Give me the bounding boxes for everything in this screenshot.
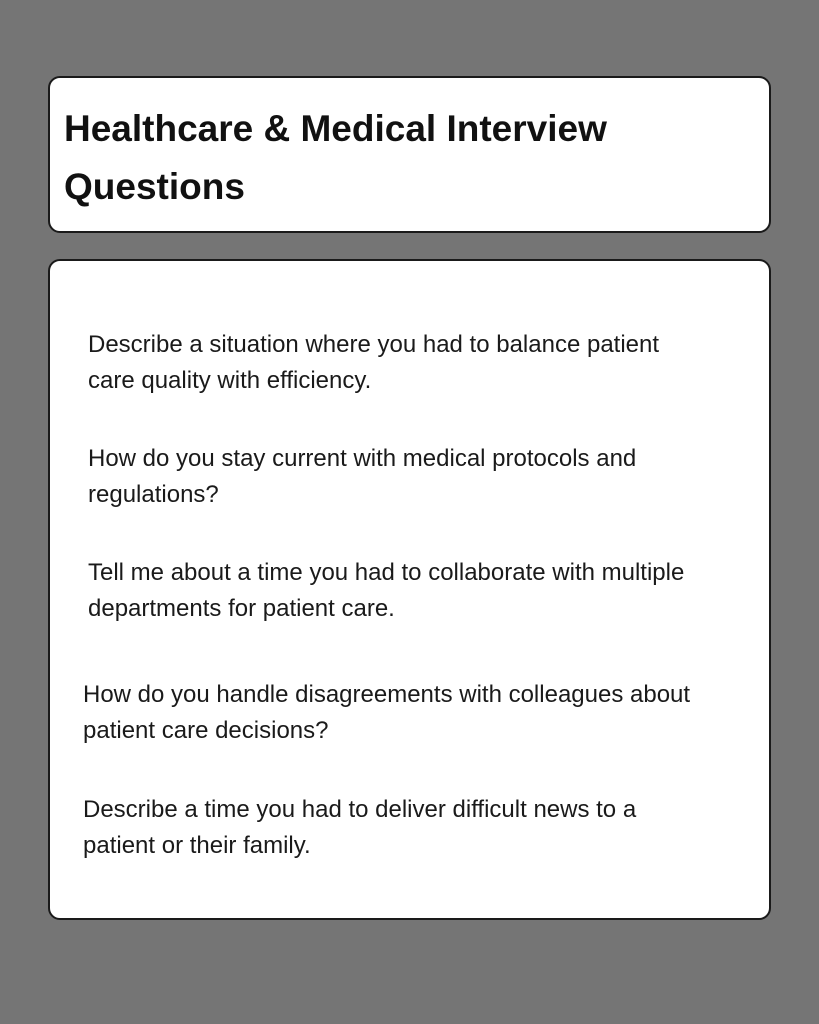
question-item: How do you handle disagreements with colleagues about patient care decisions? (83, 681, 691, 744)
question-item: Tell me about a time you had to collaborate with multiple departments for patient care. (88, 559, 685, 622)
questions-card (48, 259, 771, 920)
question-item: How do you stay current with medical protocols and regulations? (88, 445, 637, 508)
page-title: Healthcare & Medical Interview Questions (64, 108, 607, 207)
question-item: Describe a time you had to deliver difficult news to a patient or their family. (83, 796, 637, 859)
question-item: Describe a situation where you had to balance patient care quality with efficiency. (88, 331, 660, 394)
title-card (48, 76, 771, 233)
